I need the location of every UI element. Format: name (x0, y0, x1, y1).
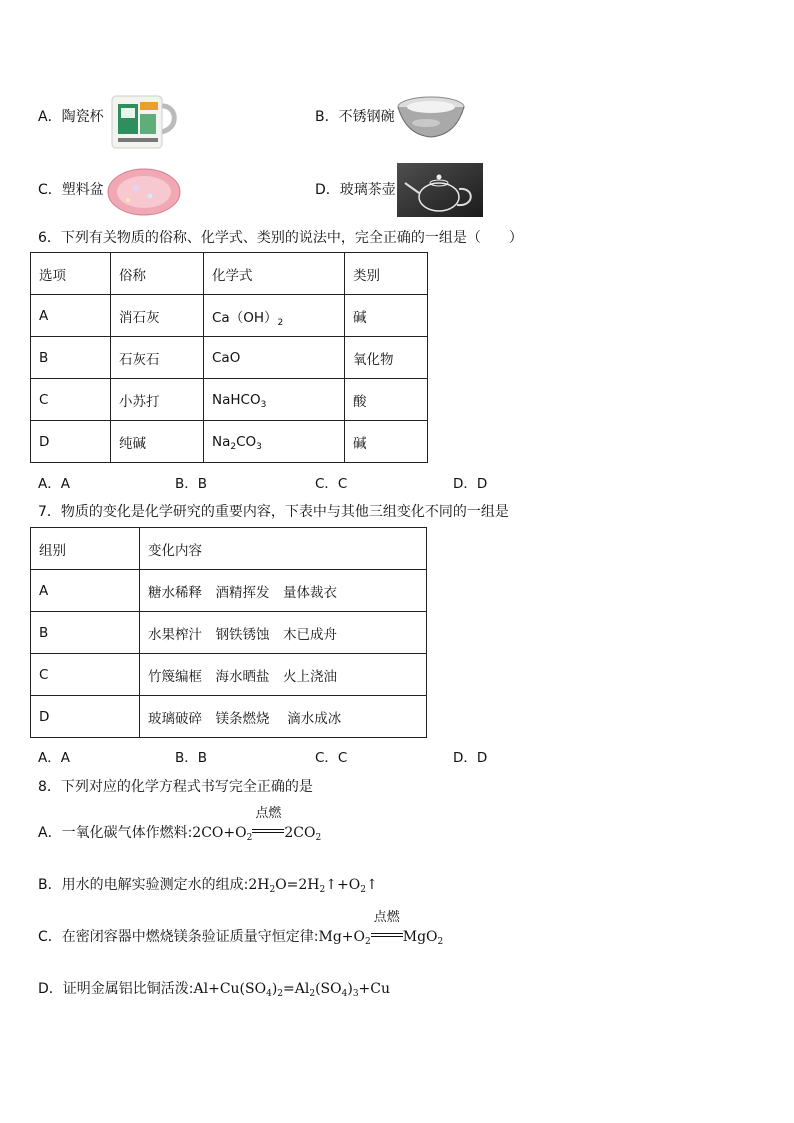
q8-option-a-prefix: A．一氧化碳气体作燃料: (38, 825, 193, 841)
q6-answer-b[interactable]: B．B (175, 476, 208, 492)
table-header-cell: 类别 (345, 253, 428, 295)
q5-option-d-letter: D． (315, 182, 340, 198)
table-cell (204, 295, 345, 337)
table-cell: A (31, 570, 140, 612)
q6-answer-a[interactable]: A．A (38, 476, 70, 492)
reaction-condition: 点燃 (371, 928, 403, 946)
table-header-cell: 组别 (31, 528, 140, 570)
table-cell: C (31, 654, 140, 696)
q8-option-d-prefix: D．证明金属铝比铜活泼: (38, 981, 194, 997)
formula-text: Na (212, 433, 231, 450)
q6-answer-c[interactable]: C．C (315, 476, 348, 492)
q6-table (30, 252, 428, 463)
q5-option-a[interactable] (38, 108, 104, 126)
q8-option-b-prefix: B．用水的电解实验测定水的组成: (38, 877, 249, 893)
q5-option-d-text: 玻璃茶壶 (339, 182, 396, 198)
table-header-row (31, 528, 427, 570)
formula-subscript: 3 (256, 441, 262, 452)
table-cell: B (31, 612, 140, 654)
glass-teapot-icon (397, 163, 483, 217)
table-cell: A (31, 295, 111, 337)
table-cell: 玻璃破碎 镁条燃烧 滴水成冰 (140, 696, 427, 738)
q5-option-c-letter: C． (38, 182, 62, 198)
table-row (31, 654, 427, 696)
q5-option-b-letter: B． (315, 109, 339, 125)
formula-subscript: 2 (277, 317, 284, 328)
q6-stem: 6．下列有关物质的俗称、化学式、类别的说法中，完全正确的一组是（ ） (38, 230, 523, 246)
formula-text: CaO (212, 349, 241, 366)
q6-answer-d[interactable]: D．D (453, 476, 488, 492)
table-cell (204, 379, 345, 421)
equation-rhs: MgO (402, 929, 438, 945)
table-header-cell: 俗称 (111, 253, 204, 295)
q7-stem: 7．物质的变化是化学研究的重要内容，下表中与其他三组变化不同的一组是 (38, 504, 509, 520)
q5-option-d[interactable] (315, 181, 396, 199)
q5-option-a-text: 陶瓷杯 (61, 109, 104, 125)
table-header-cell: 选项 (31, 253, 111, 295)
q8-option-c-prefix: C．在密闭容器中燃烧镁条验证质量守恒定律: (38, 929, 319, 945)
table-cell (204, 337, 345, 379)
table-cell (204, 421, 345, 463)
table-row (31, 421, 428, 463)
plastic-basin-icon (106, 166, 182, 220)
formula-text: CO (236, 433, 257, 450)
formula-subscript: 2 (230, 441, 237, 452)
steel-bowl-icon (396, 95, 466, 139)
ceramic-mug-icon (108, 92, 180, 150)
q8-option-a[interactable]: A．一氧化碳气体作燃料$:2CO+O_2$ 点燃 $2CO_2$ (38, 806, 322, 843)
q8-option-d[interactable]: D．证明金属铝比铜活泼$:Al+Cu(SO_4)_2=Al_2(SO_4)_3+Cu$ (38, 981, 391, 999)
table-cell: 石灰石 (111, 337, 204, 379)
equation-rhs: 2CO (284, 825, 316, 841)
reaction-condition: 点燃 (252, 824, 284, 842)
table-cell: 碱 (345, 295, 428, 337)
table-cell: 酸 (345, 379, 428, 421)
q7-answer-c[interactable]: C．C (315, 750, 348, 766)
equation-lhs: 2CO+O (192, 825, 247, 841)
q8-option-c[interactable]: C．在密闭容器中燃烧镁条验证质量守恒定律$:Mg+O_2$ 点燃 MgO$_2$ (38, 910, 444, 947)
table-header-row (31, 253, 428, 295)
table-cell: 竹篾编框 海水晒盐 火上浇油 (140, 654, 427, 696)
table-header-cell: 变化内容 (140, 528, 427, 570)
table-row (31, 379, 428, 421)
q7-answer-a[interactable]: A．A (38, 750, 70, 766)
q7-table (30, 527, 427, 738)
table-cell: 消石灰 (111, 295, 204, 337)
table-row (31, 570, 427, 612)
q5-option-b-text: 不锈钢碗 (338, 109, 395, 125)
table-cell: 纯碱 (111, 421, 204, 463)
table-row (31, 337, 428, 379)
table-cell: D (31, 696, 140, 738)
table-row (31, 696, 427, 738)
table-cell: 氧化物 (345, 337, 428, 379)
table-cell: D (31, 421, 111, 463)
table-cell: C (31, 379, 111, 421)
q5-option-b[interactable] (315, 108, 395, 126)
table-row (31, 612, 427, 654)
equation-lhs: Mg+O (318, 929, 366, 945)
table-cell: 小苏打 (111, 379, 204, 421)
table-row (31, 295, 428, 337)
q5-option-a-letter: A． (38, 109, 62, 125)
table-cell: 糖水稀释 酒精挥发 量体裁衣 (140, 570, 427, 612)
table-header-cell: 化学式 (204, 253, 345, 295)
q8-option-b[interactable]: B．用水的电解实验测定水的组成$:2H_2O=2H_2↑+O_2↑$ (38, 877, 378, 895)
table-cell: 碱 (345, 421, 428, 463)
q8-stem: 8．下列对应的化学方程式书写完全正确的是 (38, 779, 313, 795)
q5-option-c-text: 塑料盆 (61, 182, 104, 198)
table-cell: B (31, 337, 111, 379)
q7-answer-d[interactable]: D．D (453, 750, 488, 766)
formula-subscript: 3 (260, 399, 267, 410)
formula-text: NaHCO (212, 391, 261, 408)
q5-option-c[interactable] (38, 181, 104, 199)
table-cell: 水果榨汁 钢铁锈蚀 木已成舟 (140, 612, 427, 654)
q7-answer-b[interactable]: B．B (175, 750, 208, 766)
formula-text: Ca（OH） (212, 309, 278, 326)
